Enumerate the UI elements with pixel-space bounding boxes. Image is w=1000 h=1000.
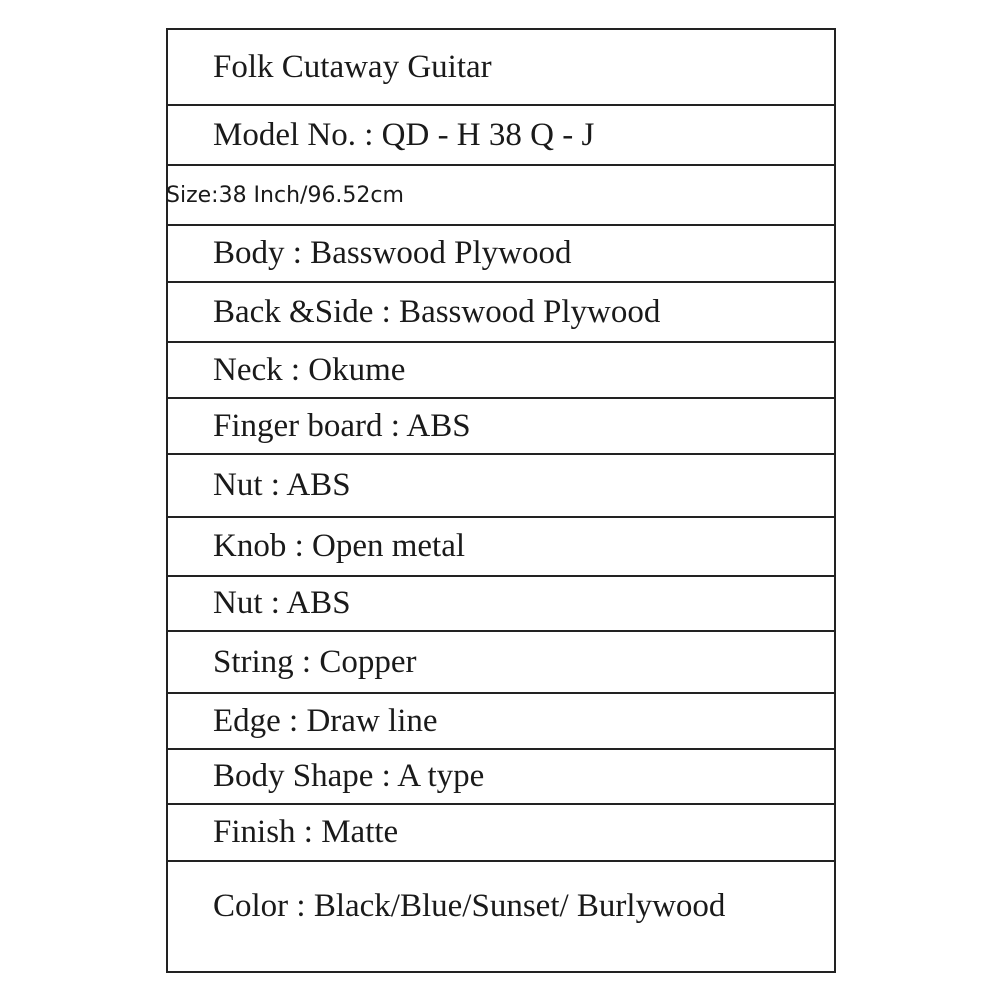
spec-row-edge	[168, 692, 834, 748]
model-number: Model No. : QD - H 38 Q - J	[213, 116, 595, 153]
nut-spec-2: Nut : ABS	[213, 585, 351, 621]
knob-spec: Knob : Open metal	[213, 528, 466, 564]
spec-row-title	[168, 30, 834, 104]
edge-spec: Edge : Draw line	[213, 702, 438, 739]
spec-row-string	[168, 630, 834, 692]
product-title: Folk Cutaway Guitar	[213, 48, 492, 85]
spec-row-body	[168, 224, 834, 281]
spec-table	[166, 28, 836, 973]
spec-row-fingerboard	[168, 397, 834, 453]
size-spec: Size:38 Inch/96.52cm	[166, 182, 404, 208]
spec-row-body-shape	[168, 748, 834, 803]
spec-row-size	[168, 164, 834, 224]
spec-row-model	[168, 104, 834, 164]
spec-row-neck	[168, 341, 834, 397]
fingerboard-spec: Finger board : ABS	[213, 407, 471, 444]
body-spec: Body : Basswood Plywood	[213, 235, 572, 271]
string-spec: String : Copper	[213, 643, 417, 680]
color-spec: Color : Black/Blue/Sunset/ Burlywood	[213, 888, 726, 924]
spec-row-color	[168, 860, 834, 971]
body-shape-spec: Body Shape : A type	[213, 758, 485, 794]
spec-row-finish	[168, 803, 834, 860]
spec-row-knob	[168, 516, 834, 575]
finish-spec: Finish : Matte	[213, 814, 399, 850]
back-side-spec: Back &Side : Basswood Plywood	[213, 293, 661, 330]
neck-spec: Neck : Okume	[213, 351, 406, 388]
spec-row-back-side	[168, 281, 834, 341]
nut-spec: Nut : ABS	[213, 467, 351, 503]
spec-row-nut	[168, 453, 834, 516]
spec-row-nut-2	[168, 575, 834, 630]
